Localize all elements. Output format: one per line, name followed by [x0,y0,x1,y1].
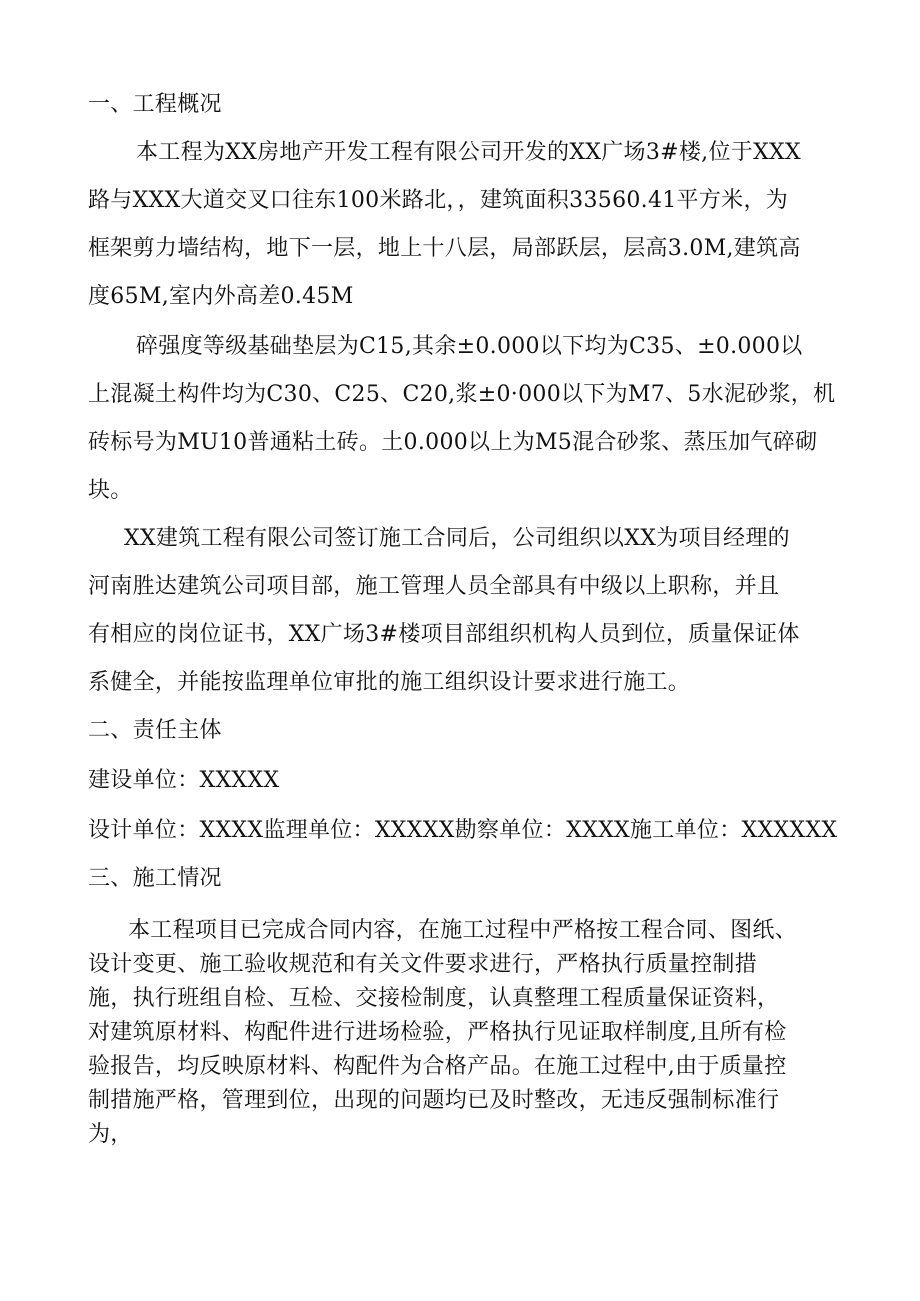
overview-para2-line2: 上混凝土构件均为C30、C25、C20,浆±0·000以下为M7、5水泥砂浆，机 [88,382,836,407]
section-heading-overview: 一、工程概况 [88,92,222,117]
construction-para-line6: 制措施严格，管理到位，出现的问题均已及时整改，无违反强制标准行 [88,1088,780,1113]
overview-para3-line2: 河南胜达建筑公司项目部，施工管理人员全部具有中级以上职称，并且 [88,574,780,599]
construction-para-line1: 本工程项目已完成合同内容，在施工过程中严格按工程合同、图纸、 [128,918,798,943]
overview-para2-line1: 碎强度等级基础垫层为C15,其余±0.000以下均为C35、±0.000以 [136,334,803,359]
construction-para-line7: 为， [88,1122,133,1147]
participating-units-line: 设计单位：XXXX监理单位：XXXXX勘察单位：XXXX施工单位：XXXXXX [88,818,838,843]
construction-para-line2: 设计变更、施工验收规范和有关文件要求进行，严格执行质量控制措 [88,952,758,977]
construction-para-line4: 对建筑原材料、构配件进行进场检验，严格执行见证取样制度,且所有检 [88,1020,787,1045]
construction-unit-line: 建设单位：XXXXX [88,768,280,793]
overview-para1-line3: 框架剪力墙结构，地下一层，地上十八层，局部跃层，层高3.0M,建筑高 [88,236,801,261]
overview-para1-line4: 度65M,室内外高差0.45M [88,284,354,309]
section-heading-responsibility: 二、责任主体 [88,718,222,743]
overview-para3-line3: 有相应的岗位证书，XX广场3#楼项目部组织机构人员到位，质量保证体 [88,622,800,647]
construction-para-line5: 验报告，均反映原材料、构配件为合格产品。在施工过程中,由于质量控 [88,1054,787,1079]
overview-para1-line2: 路与XXX大道交叉口往东100米路北，，建筑面积33560.41平方米，为 [88,188,789,213]
overview-para3-line1: XX建筑工程有限公司签订施工合同后，公司组织以XX为项目经理的 [124,526,790,551]
section-heading-construction: 三、施工情况 [88,866,222,891]
overview-para3-line4: 系健全，并能按监理单位审批的施工组织设计要求进行施工。 [88,670,691,695]
overview-para1-line1: 本工程为XX房地产开发工程有限公司开发的XX广场3#楼,位于XXX [136,140,801,165]
construction-para-line3: 施，执行班组自检、互检、交接检制度，认真整理工程质量保证资料， [88,986,780,1011]
overview-para2-line4: 块。 [88,478,133,503]
overview-para2-line3: 砖标号为MU10普通粘土砖。土0.000以上为M5混合砂浆、蒸压加气碎砌 [88,430,818,455]
